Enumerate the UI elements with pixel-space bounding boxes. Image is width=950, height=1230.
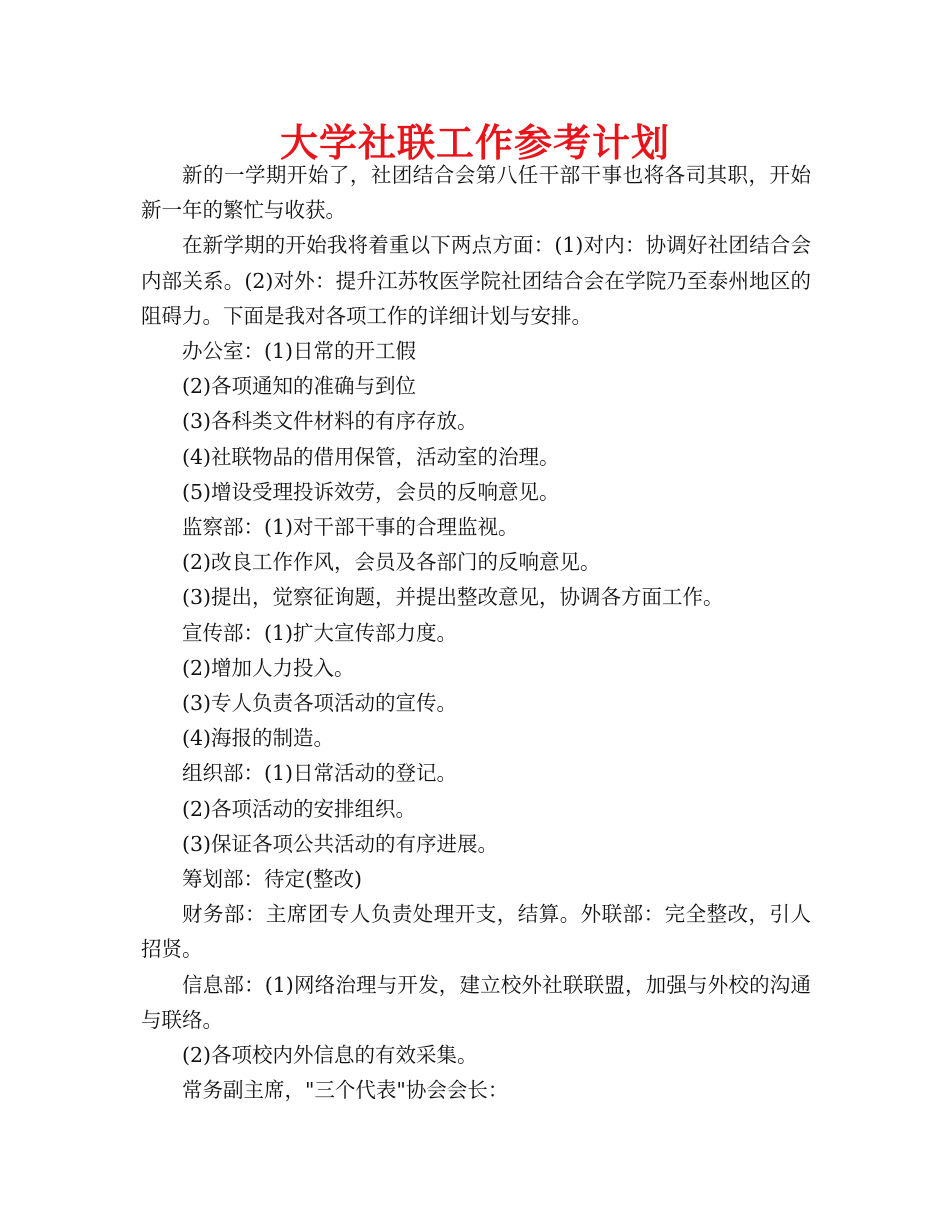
paragraph: (2)增加人力投入。: [182, 655, 355, 680]
document-title: 大学社联工作参考计划: [279, 121, 670, 165]
paragraph: 办公室：(1)日常的开工假: [182, 339, 417, 364]
paragraph: 在新学期的开始我将着重以下两点方面：(1)对内：协调好社团结合会内部关系。(2)对外：提升江苏牧医学院社团结合会在学院乃至泰州地区的阻碍力。下面是我对各项工作的详细计划与安排。: [141, 233, 811, 328]
paragraph: 宣传部：(1)扩大宣传部力度。: [182, 620, 458, 645]
paragraph: (2)改良工作作风，会员及各部门的反响意见。: [182, 550, 601, 575]
paragraph: (3)各科类文件材料的有序存放。: [182, 409, 478, 434]
paragraph: 筹划部：待定(整改): [182, 867, 362, 892]
paragraph: (3)提出，觉察征询题，并提出整改意见，协调各方面工作。: [182, 585, 724, 610]
paragraph: 监察部：(1)对干部干事的合理监视。: [182, 515, 519, 540]
paragraph: 组织部：(1)日常活动的登记。: [182, 761, 458, 786]
paragraph: (4)社联物品的借用保管，活动室的治理。: [182, 444, 560, 469]
paragraph: 财务部：主席团专人负责处理开支，结算。外联部：完全整改，引人招贤。: [141, 902, 811, 962]
document-body: [141, 158, 811, 1108]
paragraph: (2)各项通知的准确与到位: [182, 374, 417, 399]
paragraph: 新的一学期开始了，社团结合会第八任干部干事也将各司其职，开始新一年的繁忙与收获。: [141, 163, 811, 223]
paragraph: (2)各项活动的安排组织。: [182, 796, 417, 821]
paragraph: (3)专人负责各项活动的宣传。: [182, 691, 458, 716]
paragraph: 信息部：(1)网络治理与开发，建立校外社联联盟，加强与外校的沟通与联络。: [141, 972, 811, 1032]
paragraph: (5)增设受理投诉效劳，会员的反响意见。: [182, 479, 560, 504]
paragraph: (4)海报的制造。: [182, 726, 335, 751]
paragraph: (2)各项校内外信息的有效采集。: [182, 1043, 478, 1068]
paragraph: (3)保证各项公共活动的有序进展。: [182, 831, 499, 856]
paragraph: 常务副主席，"三个代表"协会会长：: [182, 1078, 509, 1103]
